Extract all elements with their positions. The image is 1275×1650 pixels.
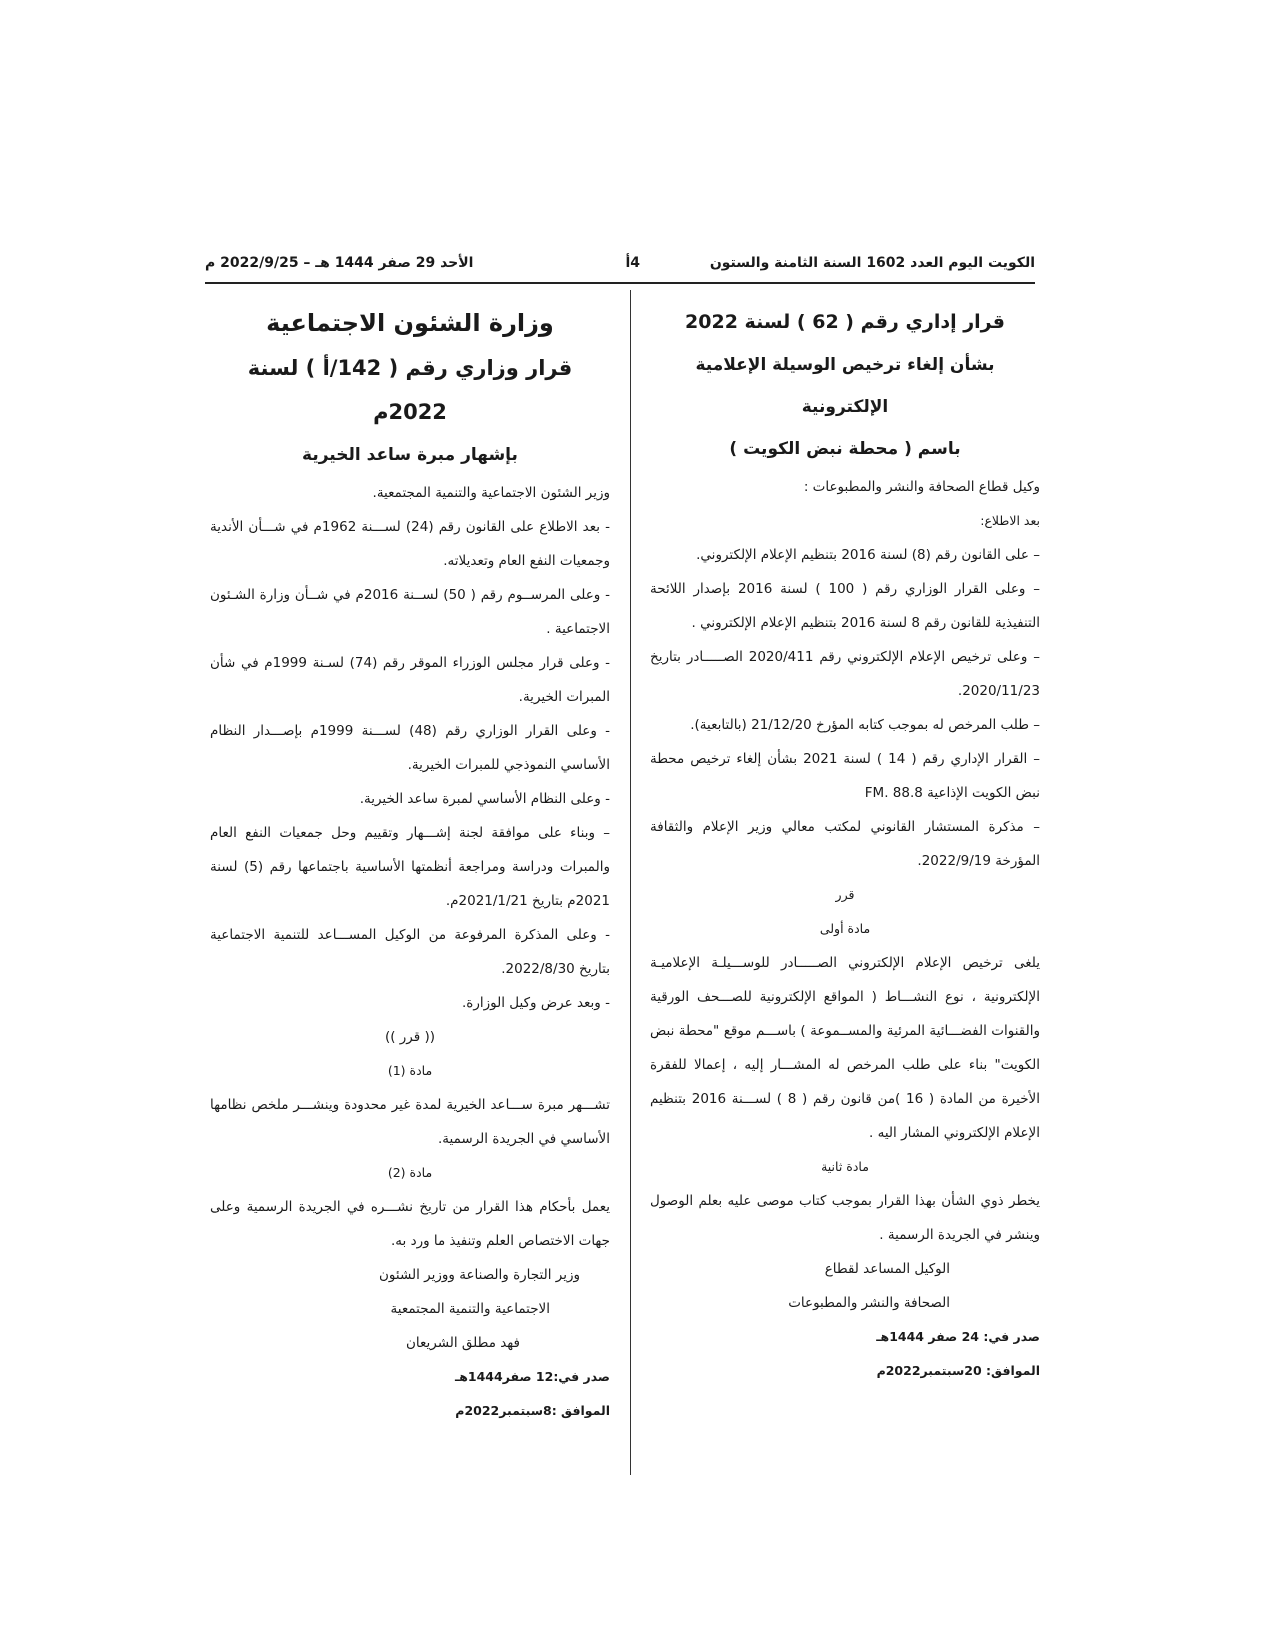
article-1-title: مادة (1) bbox=[387, 1063, 433, 1078]
reference-item: – وعلى القرار الوزاري رقم ( 100 ) لسنة 2016 بإصدار اللائحة التنفيذية للقانون رقم 8 لسنة 2016 بتنظيم الإعلام الإلكتروني . bbox=[650, 581, 1041, 631]
article-2-text: يخطر ذوي الشأن بهذا القرار بموجب كتاب موصى عليه بعلم الوصول وينشر في الجريدة الرسمية . bbox=[650, 1193, 1040, 1243]
decided-label: قرر bbox=[835, 887, 855, 902]
issue-date-hijri: صدر في:12 صفر1444هـ bbox=[454, 1369, 610, 1384]
right-column bbox=[650, 300, 1040, 1388]
issue-date: الأحد 29 صفر 1444 هـ – 2022/9/25 م bbox=[205, 255, 474, 271]
reference-item: – مذكرة المستشار القانوني لمكتب معالي وزير الإعلام والثقافة المؤرخة 2022/9/19. bbox=[650, 819, 1040, 869]
article-1-text: يلغى ترخيص الإعلام الإلكتروني الصـــــادر للوســـيلـة الإعلاميـة الإلكترونية ، نوع النشـــاط ( المواقع الإلكترونية للصـــحف الورقية والقنوات الفضـــائية المرئية والمســموعة ) باســـم موقع "محطة نبض الكويت" بناء على طلب المرخص له المشـــار إليه ، إعمالا للفقرة الأخيرة من المادة ( 16 )من قانون رقم ( 8 ) لســـنة 2016 بتنظيم الإعلام الإلكتروني المشار اليه . bbox=[650, 955, 1040, 1141]
page-number: 4أ bbox=[625, 255, 640, 271]
reference-item: - وعلى القرار الوزاري رقم (48) لســـنة 1999م بإصـــدار النظام الأساسي النموذجي للمبرات الخيرية. bbox=[210, 723, 611, 773]
article-2-title: مادة (2) bbox=[387, 1165, 433, 1180]
article-1-title: مادة أولى bbox=[819, 921, 871, 936]
decree-subject: بإشهار مبرة ساعد الخيرية bbox=[302, 445, 518, 465]
reference-item: – وعلى ترخيص الإعلام الإلكتروني رقم 2020/411 الصـــــادر بتاريخ 2020/11/23. bbox=[650, 649, 1040, 699]
reference-item: – وبناء على موافقة لجنة إشـــهار وتقييم وحل جمعيات النفع العام والمبرات ودراسة ومراجعة أنظمتها الأساسية باجتماعها رقم (5) لسنة 2021م بتاريخ 2021/1/21م. bbox=[210, 825, 610, 909]
reference-item: - بعد الاطلاع على القانون رقم (24) لســـنة 1962م في شـــأن الأندية وجمعيات النفع العام وتعديلاته. bbox=[210, 519, 611, 569]
signature-name: فهد مطلق الشريعان bbox=[405, 1335, 520, 1351]
left-column bbox=[210, 300, 610, 1428]
signature-title: الصحافة والنشر والمطبوعات bbox=[788, 1295, 950, 1311]
header-rule bbox=[205, 282, 1035, 284]
issue-date-gregorian: الموافق: 20سبتمبر2022م bbox=[876, 1363, 1040, 1378]
signature-title: وزير التجارة والصناعة ووزير الشئون bbox=[379, 1267, 580, 1283]
reference-item: - وعلى النظام الأساسي لمبرة ساعد الخيرية. bbox=[359, 791, 610, 807]
decision-title: قرار إداري رقم ( 62 ) لسنة 2022 bbox=[685, 311, 1005, 333]
reference-item: - وعلى قرار مجلس الوزراء الموقر رقم (74) لسـنة 1999م في شأن المبرات الخيرية. bbox=[210, 655, 610, 705]
decree-title: قرار وزاري رقم ( 142/أ ) لسنة 2022م bbox=[247, 356, 573, 424]
decided-label: (( قرر )) bbox=[384, 1029, 436, 1045]
ministry-title: وزارة الشئون الاجتماعية bbox=[266, 309, 554, 337]
reference-item: - وعلى المرســوم رقم ( 50) لســنة 2016م في شــأن وزارة الشـئون الاجتماعية . bbox=[210, 587, 610, 637]
reference-item: - وعلى المذكرة المرفوعة من الوكيل المســـاعد للتنمية الاجتماعية بتاريخ 2022/8/30. bbox=[210, 927, 610, 977]
reference-item: – على القانون رقم (8) لسنة 2016 بتنظيم الإعلام الإلكتروني. bbox=[696, 547, 1040, 563]
issue-date-gregorian: الموافق :8سبتمبر2022م bbox=[455, 1403, 610, 1418]
issuer: وكيل قطاع الصحافة والنشر والمطبوعات : bbox=[803, 479, 1040, 495]
issue-info: الكويت اليوم العدد 1602 السنة الثامنة والستون bbox=[709, 255, 1035, 271]
issuer: وزير الشئون الاجتماعية والتنمية المجتمعية. bbox=[372, 485, 610, 501]
reference-item: – القرار الإداري رقم ( 14 ) لسنة 2021 بشأن إلغاء ترخيص محطة نبض الكويت الإذاعية FM. 88.8 bbox=[650, 751, 1040, 801]
reference-item: - وبعد عرض وكيل الوزارة. bbox=[462, 995, 610, 1011]
column-divider bbox=[630, 290, 631, 1475]
decision-subject: بشأن إلغاء ترخيص الوسيلة الإعلامية الإلكترونية bbox=[695, 355, 995, 417]
signature-title: الوكيل المساعد لقطاع bbox=[824, 1261, 950, 1277]
issue-date-hijri: صدر في: 24 صفر 1444هـ bbox=[876, 1329, 1040, 1344]
decision-entity: باسم ( محطة نبض الكويت ) bbox=[729, 439, 961, 459]
article-1-text: تشـــهر مبرة ســـاعد الخيرية لمدة غير محدودة وينشـــر ملخص نظامها الأساسي في الجريدة الرسمية. bbox=[210, 1097, 610, 1147]
article-2-text: يعمل بأحكام هذا القرار من تاريخ نشـــره في الجريدة الرسمية وعلى جهات الاختصاص العلم وتنفيذ ما ورد به. bbox=[210, 1199, 610, 1249]
signature-title: الاجتماعية والتنمية المجتمعية bbox=[390, 1301, 550, 1317]
after-review: بعد الاطلاع: bbox=[980, 513, 1040, 528]
reference-item: – طلب المرخص له بموجب كتابه المؤرخ 21/12/20 (بالتابعية). bbox=[690, 717, 1040, 733]
article-2-title: مادة ثانية bbox=[821, 1159, 869, 1174]
page-header bbox=[205, 255, 1035, 283]
